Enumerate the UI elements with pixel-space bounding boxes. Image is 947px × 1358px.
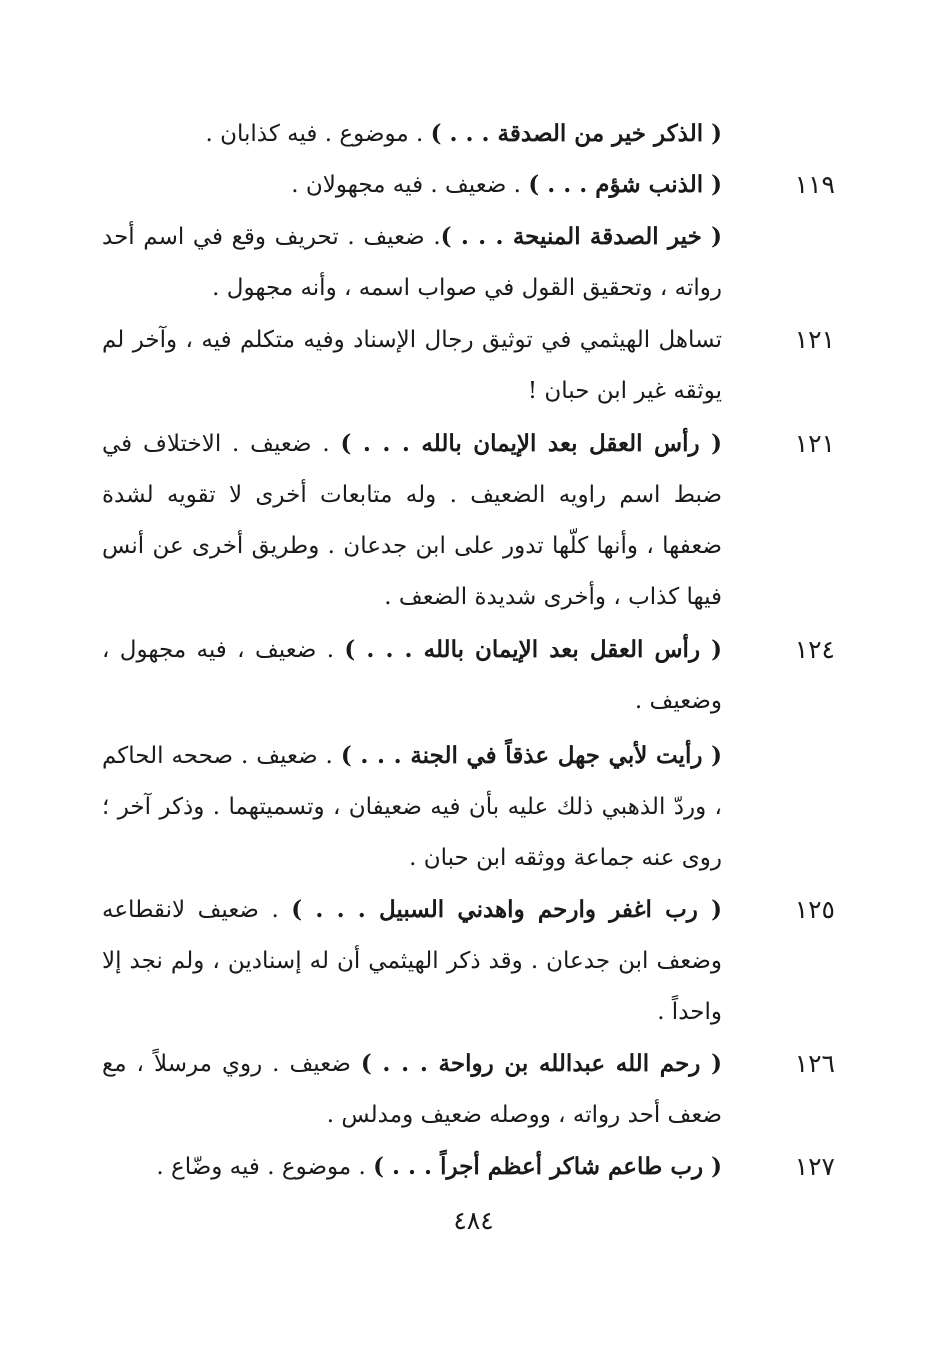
entry-title: ( رأيت لأبي جهل عذقاً في الجنة . . . ) [340, 742, 722, 769]
entry-number: ١٢١ [794, 429, 835, 458]
entry-title: ( خير الصدقة المنيحة . . . ) [440, 223, 723, 250]
entry-2 [0, 159, 947, 210]
entry-description: . ضعيف . الاختلاف في ضبط اسم راويه الضعيف . وله متابعات أخرى لا تقويه لشدة ضعفها ، وأنها كلّها تدور على ابن جدعان . وطريق أخرى عن أنس فيها كذاب ، وأخرى شديدة الضعف . [102, 431, 722, 610]
entry-description: . ضعيف . تحريف وقع في اسم أحد رواته ، وتحقيق القول في صواب اسمه ، وأنه مجهول . [102, 224, 722, 301]
entry-text [102, 418, 722, 623]
entry-description: . ضعيف ، فيه مجهول ، وضعيف . [102, 637, 722, 714]
entry-5 [0, 418, 947, 622]
entry-description: . موضوع . فيه وضّاع . [156, 1154, 374, 1180]
entry-description: . ضعيف . صححه الحاكم ، وردّ الذهبي ذلك عليه بأن فيه ضعيفان ، وتسميتهما . وذكر آخر ؛ روى عنه جماعة ووثقه ابن حبان . [102, 743, 722, 871]
entry-text [102, 314, 722, 417]
entry-description: . ضعيف لانقطاعه وضعف ابن جدعان . وقد ذكر الهيثمي أن له إسنادين ، ولم نجد إلا واحداً . [102, 897, 722, 1025]
entry-description: ضعيف . روي مرسلاً ، مع ضعف أحد رواته ، ووصله ضعيف ومدلس . [102, 1051, 722, 1128]
entry-4 [0, 314, 947, 416]
entry-number: ١١٩ [794, 170, 835, 199]
entry-title: ( رأس العقل بعد الإيمان بالله . . . ) [344, 636, 723, 663]
entry-description: . موضوع . فيه كذابان . [205, 121, 431, 147]
entry-title: ( الذكر خير من الصدقة . . . ) [430, 120, 722, 147]
entry-10 [0, 1141, 947, 1192]
entry-1 [0, 108, 947, 159]
entry-text [102, 1141, 722, 1193]
entry-8 [0, 884, 947, 1037]
entry-description: . ضعيف . فيه مجهولان . [291, 172, 529, 198]
entry-text [102, 159, 722, 211]
entry-9 [0, 1038, 947, 1140]
entry-text [102, 108, 722, 160]
entry-title: ( رحم الله عبدالله بن رواحة . . . ) [360, 1050, 722, 1077]
entry-title: ( رأس العقل بعد الإيمان بالله . . . ) [340, 430, 722, 457]
entry-7 [0, 730, 947, 883]
entry-description: تساهل الهيثمي في توثيق رجال الإسناد وفيه متكلم فيه ، وآخر لم يوثقه غير ابن حبان ! [102, 327, 722, 404]
page-number: ٤٨٤ [453, 1206, 494, 1235]
entry-text [102, 211, 722, 314]
entry-text [102, 884, 722, 1038]
entry-title: ( رب طاعم شاكر أعظم أجراً . . . ) [373, 1153, 722, 1180]
entry-number: ١٢٧ [794, 1152, 835, 1181]
entry-number: ١٢٤ [794, 635, 835, 664]
entry-number: ١٢١ [794, 325, 835, 354]
entry-number: ١٢٦ [794, 1049, 835, 1078]
entry-3 [0, 211, 947, 313]
entry-title: ( الذنب شؤم . . . ) [528, 171, 722, 198]
entry-text [102, 730, 722, 884]
entry-number: ١٢٥ [794, 895, 835, 924]
entry-title: ( رب اغفر وارحم واهدني السبيل . . . ) [291, 896, 722, 923]
entry-6 [0, 624, 947, 726]
entry-text [102, 624, 722, 727]
entry-text [102, 1038, 722, 1141]
